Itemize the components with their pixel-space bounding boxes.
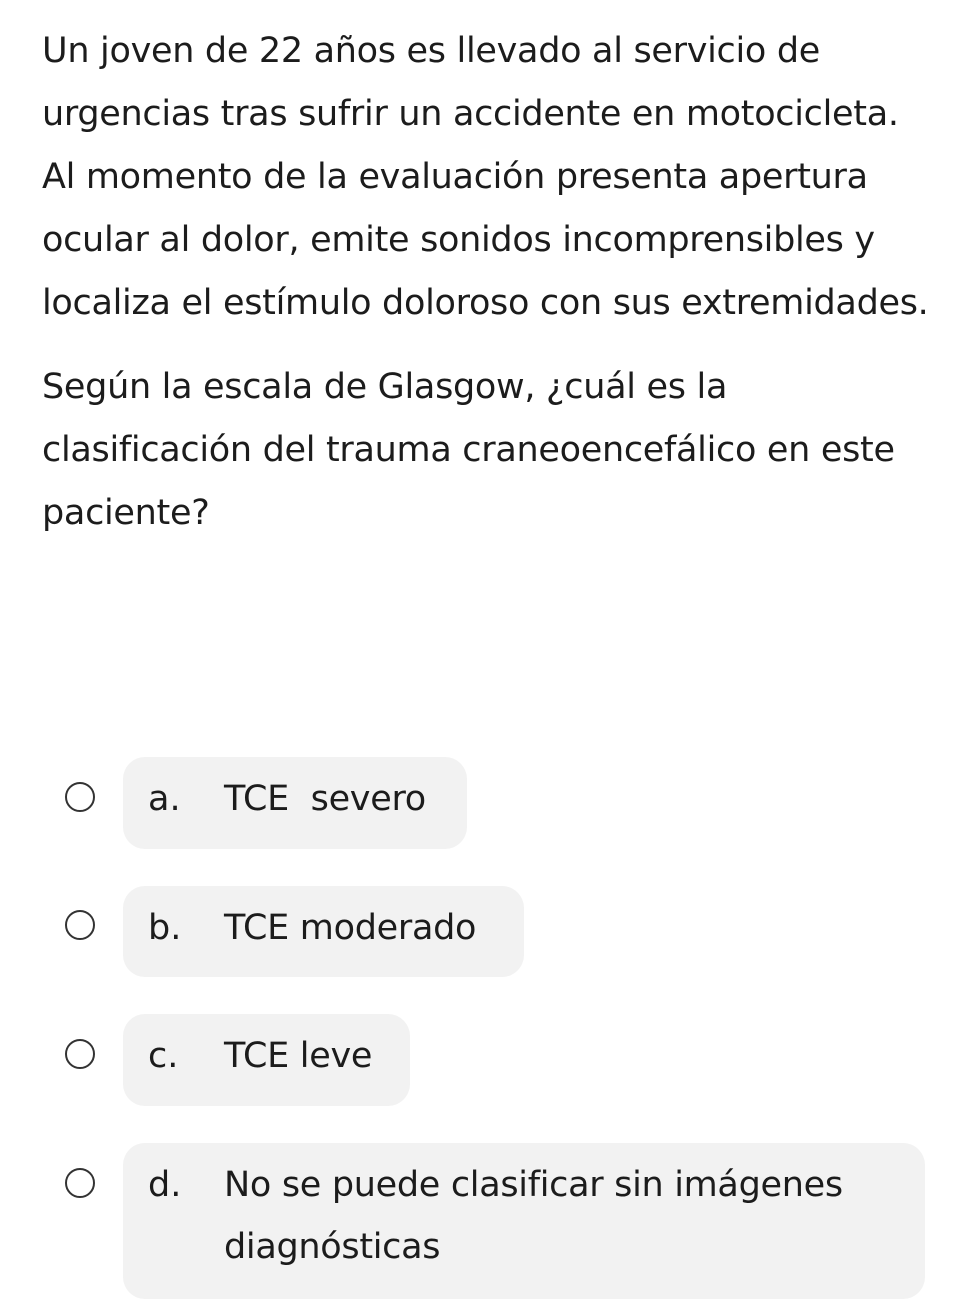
- option-letter-d: d.: [148, 1165, 182, 1205]
- option-text-b: TCE moderado: [224, 908, 477, 948]
- question-paragraph-scenario: Un joven de 22 años es llevado al servicio de urgencias tras sufrir un accidente en motocicleta. Al momento de la evaluación presenta apertura ocular al dolor, emite sonidos incomprensibles y localiza el estímulo doloroso con sus extremidades.: [42, 31, 929, 323]
- option-text-c: TCE leve: [224, 1036, 373, 1076]
- answer-option-d-box[interactable]: [123, 1143, 925, 1299]
- answer-option-a-box[interactable]: [123, 757, 467, 849]
- option-text-a: TCE severo: [224, 779, 426, 819]
- question-stem: [42, 20, 942, 545]
- option-text-d: No se puede clasificar sin imágenes diagnósticas: [224, 1165, 843, 1267]
- radio-button-b[interactable]: [65, 910, 95, 940]
- radio-button-c[interactable]: [65, 1039, 95, 1069]
- option-letter-c: c.: [148, 1036, 179, 1076]
- answer-option-c-box[interactable]: [123, 1014, 410, 1106]
- radio-button-a[interactable]: [65, 782, 95, 812]
- question-paragraph-prompt: Según la escala de Glasgow, ¿cuál es la clasificación del trauma craneoencefálico en este paciente?: [42, 367, 895, 533]
- answer-option-b-box[interactable]: [123, 886, 524, 977]
- option-letter-a: a.: [148, 779, 181, 819]
- option-letter-b: b.: [148, 908, 182, 948]
- radio-button-d[interactable]: [65, 1168, 95, 1198]
